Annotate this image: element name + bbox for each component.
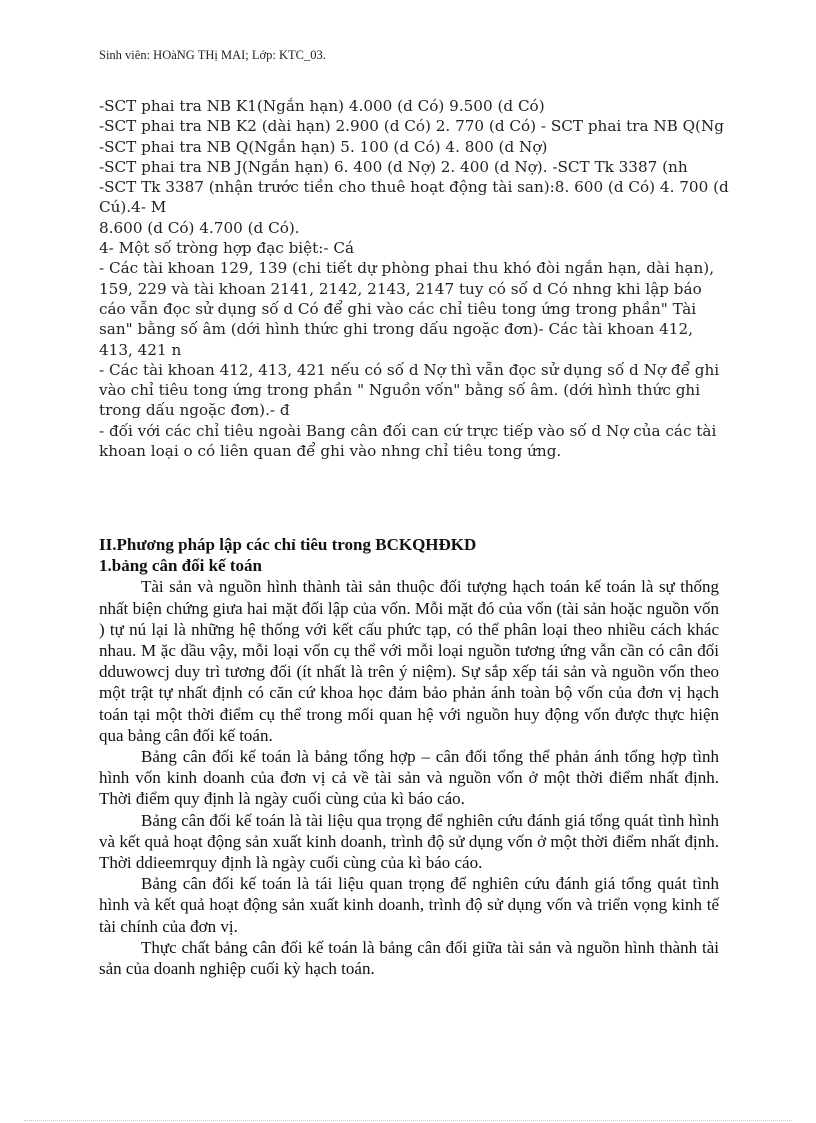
account-line: -SCT phai tra NB K1(Ngắn hạn) 4.000 (d Có) 9.500 (d Có) xyxy=(99,97,545,115)
account-line: 4- Một số tròng hợp đạc biệt:- Cá xyxy=(99,239,355,258)
body-paragraph: Bảng cân đối kế toán là bảng tổng hợp – cân đối tổng thể phản ánh tổng hợp tình hình vốn kinh doanh của đơn vị cả về tài sản và nguồn vốn ở một thời điểm nhất định. Thời điểm quy định là ngày cuối cùng của kì báo cáo. xyxy=(99,747,719,809)
account-line: - Các tài khoan 129, 139 (chi tiết dự phòng phai thu khó đòi ngắn hạn, dài hạn), 159, 229 và tài khoan 2141, 2142, 2143, 2147 tuy có số d Có nhng khi lập báo cáo vẫn đọc sử dụng số d Có để ghi vào các chỉ tiêu tong ứng trong phần" Tài san" bằng số âm (dới hình thức ghi trong dấu ngoặc đơn)- Các tài khoan 412, 413, 421 n xyxy=(99,259,715,359)
body-paragraph: Tài sản và nguồn hình thành tài sản thuộc đối tượng hạch toán kế toán là sự thống nhất biện chứng giưa hai mặt đối lập của vốn. Mỗi mặt đó của vốn (tài sản hoặc nguồn vốn ) tự nú lại là những hệ thống với kết cấu phức tạp, có thể phân loại theo nhiều cách khác nhau. M ặc dầu vậy, mỗi loại vốn cụ thể với mỗi loại nguồn tương ứng vẫn cần có cân đối dduwowcj duy trì tương đối (ít nhất là trên ý niệm). Sự sắp xếp tái sản và nguồn vốn theo một trật tự nhất định có căn cứ khoa học đảm bảo phản ánh toàn bộ vốn của đơn vị hạch toán tại một thời điểm cụ thể trong mối quan hệ với nguồn huy động vốn được thực hiện qua bảng cân đối kế toán. xyxy=(99,577,719,745)
section-subheading: 1.bảng cân đối kế toán xyxy=(99,556,262,576)
body-paragraph: Bảng cân đối kế toán là tái liệu quan trọng để nghiên cứu đánh giá tổng quát tình hình và kết quả hoạt động sản xuất kinh doanh, trình độ sử dụng vốn và triển vọng kinh tế tài chính của đơn vị. xyxy=(99,874,719,936)
body-paragraph: Thực chất bảng cân đối kế toán là bảng cân đối giữa tài sản và nguồn hình thành tài sản của doanh nghiệp cuối kỳ hạch toán. xyxy=(99,937,719,979)
page-header: Sinh viên: HOàNG THị MAI; Lớp: KTC_03. xyxy=(99,48,326,62)
account-line: -SCT phai tra NB Q(Ngắn hạn) 5. 100 (d Có) 4. 800 (d Nợ) xyxy=(99,137,548,156)
body-paragraph: Bảng cân đối kế toán là tài liệu qua trọng để nghiên cứu đánh giá tổng quát tình hình và kết quả hoạt động sản xuất kinh doanh, trình độ sử dụng vốn ở một thời điểm nhất định. Thời ddieemrquy định là ngày cuối cùng của kì báo cáo. xyxy=(99,810,719,873)
account-line: - đối với các chỉ tiêu ngoài Bang cân đối can cứ trực tiếp vào số d Nợ của các tài khoan loại o có liên quan để ghi vào nhng chỉ tiêu tong ứng. xyxy=(99,421,717,461)
account-list xyxy=(99,96,729,461)
account-line: - Các tài khoan 412, 413, 421 nếu có số d Nợ thì vẫn đọc sử dụng số d Nợ để ghi vào chỉ tiêu tong ứng trong phần " Nguồn vốn" bằng số âm. (dới hình thức ghi trong dấu ngoặc đơn).- đ xyxy=(99,360,720,420)
account-line: -SCT phai tra NB K2 (dài hạn) 2.900 (d Có) 2. 770 (d Có) - SCT phai tra NB Q(Ng xyxy=(99,117,724,136)
account-line: 8.600 (d Có) 4.700 (d Có). xyxy=(99,218,300,237)
account-line: -SCT phai tra NB J(Ngắn hạn) 6. 400 (d Nợ) 2. 400 (d Nợ). -SCT Tk 3387 (nh xyxy=(99,157,688,176)
page-bottom-divider xyxy=(24,1120,792,1121)
balance-sheet-section xyxy=(99,534,719,979)
section-heading: II.Phương pháp lập các chỉ tiêu trong BCKQHĐKD xyxy=(99,535,477,554)
account-line: -SCT Tk 3387 (nhận trước tiền cho thuê hoạt động tài san):8. 600 (d Có) 4. 700 (d Cú).4- M xyxy=(99,178,729,217)
